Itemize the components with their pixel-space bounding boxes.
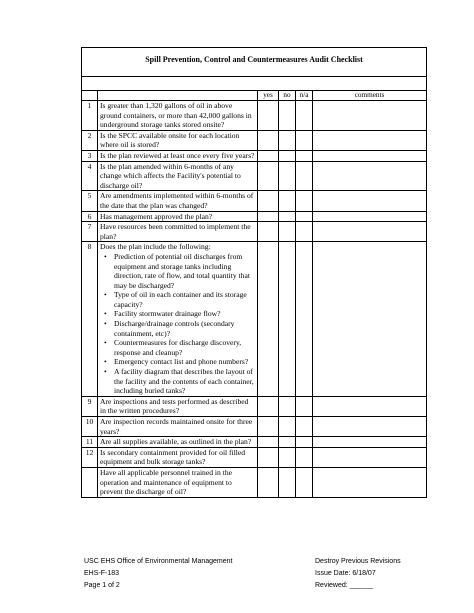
no-answer-cell[interactable]	[279, 222, 296, 242]
question-number: 9	[82, 396, 98, 416]
plan-contents-text: Facility stormwater drainage flow?	[114, 309, 221, 319]
comments-cell[interactable]	[313, 242, 427, 397]
bullet-icon: •	[104, 338, 107, 348]
question-row	[82, 222, 427, 242]
plan-contents-item	[104, 309, 255, 319]
question-text: Does the plan include the following:	[100, 242, 211, 252]
question-row	[82, 161, 427, 191]
no-answer-cell[interactable]	[279, 211, 296, 222]
na-answer-cell[interactable]	[296, 161, 313, 191]
na-answer-cell[interactable]	[296, 242, 313, 397]
checklist-sheet	[81, 47, 426, 498]
question-header-cell	[98, 91, 258, 101]
question-text: Is secondary containment provided for oil filled equipment and bulk storage tanks?	[100, 447, 246, 467]
question-number: 1	[82, 101, 98, 131]
question-row	[82, 242, 427, 397]
blank-cell	[82, 77, 427, 91]
question-row	[82, 101, 427, 131]
question-number: 7	[82, 222, 98, 242]
audit-checklist-table	[81, 47, 427, 498]
plan-contents-item	[104, 251, 255, 290]
footer-issue-date: Issue Date: 6/18/07	[315, 570, 376, 577]
question-text: Have resources been committed to implement the plan?	[100, 222, 251, 241]
question-cell	[98, 191, 258, 211]
plan-contents-item	[104, 290, 255, 309]
question-number: 3	[82, 150, 98, 161]
plan-contents-item	[104, 357, 255, 367]
comments-cell[interactable]	[313, 101, 427, 131]
comments-cell[interactable]	[313, 191, 427, 211]
plan-contents-text: Type of oil in each container and its storage capacity?	[114, 290, 247, 309]
yes-answer-cell[interactable]	[258, 101, 279, 131]
yes-answer-cell[interactable]	[258, 417, 279, 437]
page-footer	[84, 556, 402, 592]
yes-answer-cell[interactable]	[258, 130, 279, 150]
question-number: 10	[82, 417, 98, 437]
no-answer-cell[interactable]	[279, 242, 296, 397]
yes-answer-cell[interactable]	[258, 161, 279, 191]
footer-office: USC EHS Office of Environmental Management	[84, 558, 233, 565]
question-text: Are amendments implemented within 6-months of the date that the plan was changed?	[100, 191, 254, 210]
comments-cell[interactable]	[313, 467, 427, 497]
question-cell	[98, 211, 258, 222]
num-header-cell	[82, 91, 98, 101]
question-number: 6	[82, 211, 98, 222]
footer-destroy-note: Destroy Previous Revisions	[315, 558, 401, 565]
title-row	[82, 48, 427, 77]
comments-cell[interactable]	[313, 211, 427, 222]
footer-form-id: EHS-F-183	[84, 570, 120, 577]
plan-contents-item	[104, 319, 255, 338]
no-answer-cell[interactable]	[279, 396, 296, 416]
question-row	[82, 447, 427, 467]
spacer-row	[82, 77, 427, 91]
no-answer-cell[interactable]	[279, 130, 296, 150]
na-answer-cell[interactable]	[296, 222, 313, 242]
question-cell	[98, 447, 258, 467]
no-answer-cell[interactable]	[279, 447, 296, 467]
na-answer-cell[interactable]	[296, 417, 313, 437]
yes-answer-cell[interactable]	[258, 396, 279, 416]
question-number: 8	[82, 242, 98, 397]
plan-contents-text: Emergency contact list and phone numbers?	[114, 357, 249, 367]
plan-contents-text: Prediction of potential oil discharges from equipment and storage tanks including direction, rate of flow, and total quantity that may be discharged?	[114, 251, 250, 290]
question-row	[82, 417, 427, 437]
question-cell	[98, 396, 258, 416]
bullet-icon: •	[104, 309, 107, 319]
question-number: 12	[82, 447, 98, 467]
question-text: Are inspections and tests performed as described in the written procedures?	[100, 396, 249, 416]
bullet-icon: •	[104, 251, 107, 261]
na-answer-cell[interactable]	[296, 211, 313, 222]
question-text: Is the SPCC available onsite for each location where oil is stored?	[100, 130, 240, 150]
question-row	[82, 211, 427, 222]
plan-contents-text: Discharge/drainage controls (secondary containment, etc)?	[114, 319, 235, 338]
yes-answer-cell[interactable]	[258, 447, 279, 467]
question-text: Is the plan reviewed at least once every five years?	[100, 150, 255, 160]
comments-cell[interactable]	[313, 222, 427, 242]
no-answer-cell[interactable]	[279, 101, 296, 131]
bullet-icon: •	[104, 290, 107, 300]
question-cell	[98, 437, 258, 448]
question-number: 5	[82, 191, 98, 211]
comments-header: comments	[313, 91, 427, 101]
bullet-icon: •	[104, 357, 107, 367]
footer-reviewed: Reviewed: ______	[315, 582, 373, 589]
question-cell	[98, 222, 258, 242]
question-row	[82, 130, 427, 150]
question-row	[82, 191, 427, 211]
question-cell	[98, 242, 258, 397]
na-answer-cell[interactable]	[296, 191, 313, 211]
no-answer-cell[interactable]	[279, 437, 296, 448]
na-answer-cell[interactable]	[296, 467, 313, 497]
yes-answer-cell[interactable]	[258, 437, 279, 448]
plan-contents-item	[104, 367, 255, 396]
no-answer-cell[interactable]	[279, 467, 296, 497]
comments-cell[interactable]	[313, 447, 427, 467]
question-row	[82, 396, 427, 416]
question-cell	[98, 101, 258, 131]
na-answer-cell[interactable]	[296, 130, 313, 150]
question-text: Have all applicable personnel trained in the operation and maintenance of equipment to prevent the discharge of oil?	[100, 467, 232, 497]
no-answer-cell[interactable]	[279, 191, 296, 211]
comments-cell[interactable]	[313, 150, 427, 161]
question-text: Has management approved the plan?	[100, 211, 213, 221]
yes-header: yes	[258, 91, 279, 101]
question-text: Is greater than 1,320 gallons of oil in above ground containers, or more than 42,000 gallons in underground storage tanks stored onsite?	[100, 101, 252, 130]
na-answer-cell[interactable]	[296, 447, 313, 467]
yes-answer-cell[interactable]	[258, 191, 279, 211]
question-cell	[98, 130, 258, 150]
plan-contents-list	[100, 252, 255, 396]
comments-cell[interactable]	[313, 437, 427, 448]
comments-cell[interactable]	[313, 130, 427, 150]
no-header: no	[279, 91, 296, 101]
na-answer-cell[interactable]	[296, 437, 313, 448]
plan-contents-item	[104, 338, 255, 357]
na-answer-cell[interactable]	[296, 150, 313, 161]
bullet-icon: •	[104, 319, 107, 329]
yes-answer-cell[interactable]	[258, 211, 279, 222]
yes-answer-cell[interactable]	[258, 467, 279, 497]
question-cell	[98, 417, 258, 437]
na-answer-cell[interactable]	[296, 101, 313, 131]
plan-contents-text: Countermeasures for discharge discovery, response and cleanup?	[114, 338, 242, 357]
question-row	[82, 467, 427, 497]
question-text: Is the plan amended within 6-months of any change which affects the Facility's potential to discharge oil?	[100, 161, 241, 190]
footer-page-number: Page 1 of 2	[84, 582, 120, 589]
question-row	[82, 150, 427, 161]
no-answer-cell[interactable]	[279, 417, 296, 437]
question-cell	[98, 467, 258, 497]
yes-answer-cell[interactable]	[258, 150, 279, 161]
question-text: Are all supplies available, as outlined in the plan?	[100, 437, 252, 447]
question-text: Are inspection records maintained onsite for three years?	[100, 417, 253, 436]
bullet-icon: •	[104, 367, 107, 377]
yes-answer-cell[interactable]	[258, 242, 279, 397]
column-header-row	[82, 91, 427, 101]
question-number: 2	[82, 130, 98, 150]
yes-answer-cell[interactable]	[258, 222, 279, 242]
plan-contents-text: A facility diagram that describes the layout of the facility and the contents of each container, including buried tanks?	[114, 367, 254, 396]
question-number: 11	[82, 437, 98, 448]
question-cell	[98, 161, 258, 191]
comments-cell[interactable]	[313, 161, 427, 191]
na-answer-cell[interactable]	[296, 396, 313, 416]
comments-cell[interactable]	[313, 396, 427, 416]
comments-cell[interactable]	[313, 417, 427, 437]
no-answer-cell[interactable]	[279, 150, 296, 161]
question-number	[82, 467, 98, 497]
na-header: n/a	[296, 91, 313, 101]
question-row	[82, 437, 427, 448]
question-number: 4	[82, 161, 98, 191]
no-answer-cell[interactable]	[279, 161, 296, 191]
question-cell	[98, 150, 258, 161]
checklist-title: Spill Prevention, Control and Countermeasures Audit Checklist	[82, 48, 427, 77]
